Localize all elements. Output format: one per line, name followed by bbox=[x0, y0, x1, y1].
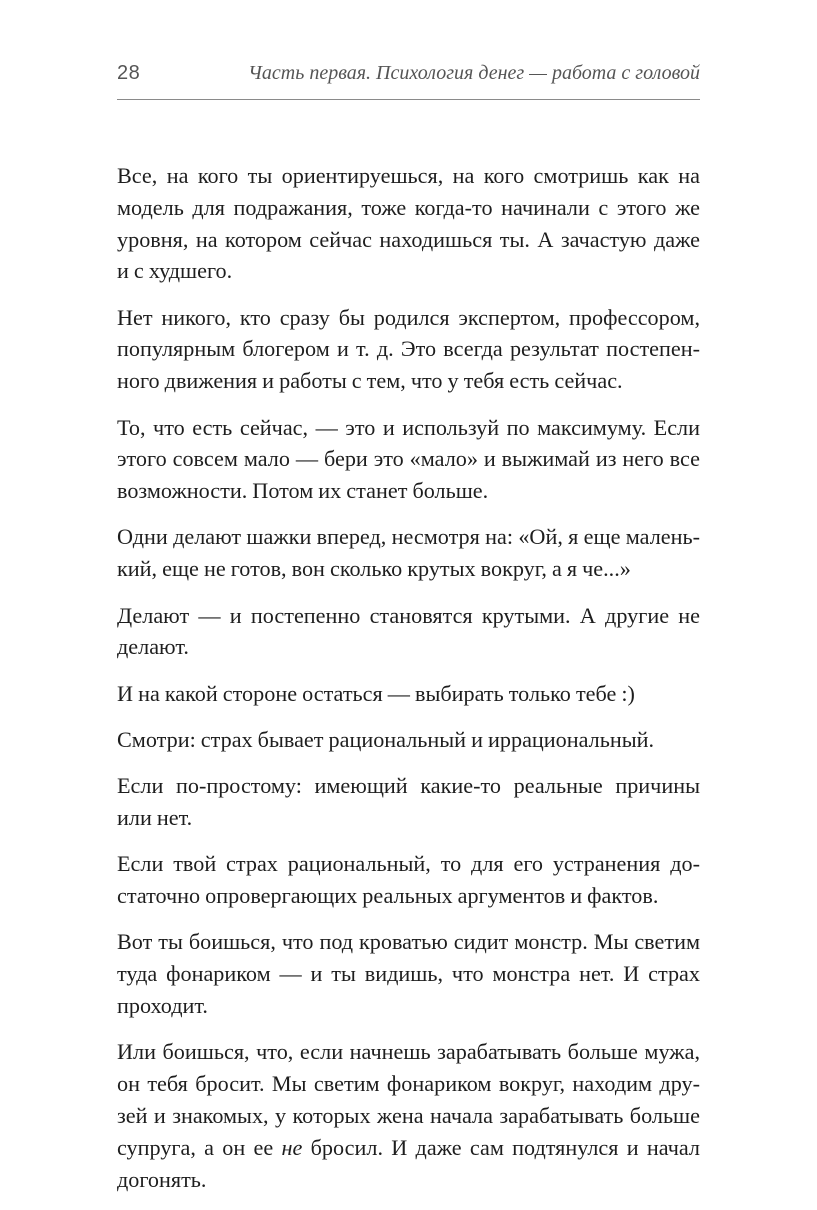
text-line: Смотри: страх бывает рациональный и иррациональный. bbox=[117, 726, 655, 752]
text-line: популярным блогером и т. д. Это всегда результат постепен- bbox=[117, 336, 700, 362]
text-line: Делают — и постепенно становятся крутыми. А другие не bbox=[117, 602, 700, 628]
paragraph bbox=[117, 521, 700, 585]
text-line: Если по-простому: имеющий какие-то реальные причины bbox=[117, 773, 700, 799]
text-line: Если твой страх рациональный, то для его устранения до- bbox=[117, 851, 700, 877]
text-line: проходит. bbox=[117, 993, 208, 1019]
paragraph bbox=[117, 600, 700, 664]
body-text bbox=[117, 160, 700, 1210]
text-line: уровня, на котором сейчас находишься ты. А зачастую даже bbox=[117, 226, 700, 252]
text-line: догонять. bbox=[117, 1166, 207, 1192]
text-line: зей и знакомых, у которых жена начала зарабатывать больше bbox=[117, 1102, 700, 1128]
paragraph bbox=[117, 770, 700, 834]
text-line: Нет никого, кто сразу бы родился экспертом, профессором, bbox=[117, 304, 700, 330]
text-line: Одни делают шажки вперед, несмотря на: «Ой, я еще малень- bbox=[117, 524, 700, 550]
paragraph bbox=[117, 724, 700, 756]
header-divider bbox=[117, 99, 700, 100]
paragraph bbox=[117, 678, 700, 710]
paragraph bbox=[117, 926, 700, 1021]
text-line: делают. bbox=[117, 634, 189, 660]
text-line: он тебя бросит. Мы светим фонариком вокруг, находим дру- bbox=[117, 1071, 700, 1097]
text-line: модель для подражания, тоже когда-то начинали с этого же bbox=[117, 194, 700, 220]
paragraph bbox=[117, 302, 700, 397]
paragraph bbox=[117, 160, 700, 287]
text-line: То, что есть сейчас, — это и используй по максимуму. Если bbox=[117, 414, 700, 440]
running-head bbox=[117, 62, 700, 92]
text-line: Вот ты боишься, что под кроватью сидит монстр. Мы светим bbox=[117, 929, 700, 955]
paragraph bbox=[117, 412, 700, 507]
text-line: туда фонариком — и ты видишь, что монстра нет. И страх bbox=[117, 961, 700, 987]
text-line: этого совсем мало — бери это «мало» и выжимай из него все bbox=[117, 446, 700, 472]
text-line: и с худшего. bbox=[117, 258, 233, 284]
chapter-title: Часть первая. Психология денег — работа с головой bbox=[248, 62, 700, 84]
text-line: или нет. bbox=[117, 805, 193, 831]
text-line: возможности. Потом их станет больше. bbox=[117, 478, 489, 504]
text-line: статочно опровергающих реальных аргументов и фактов. bbox=[117, 883, 659, 909]
text-line: Или боишься, что, если начнешь зарабатывать больше мужа, bbox=[117, 1039, 700, 1065]
text-line: И на какой стороне остаться — выбирать только тебе :) bbox=[117, 680, 635, 706]
paragraph bbox=[117, 1036, 700, 1195]
emphasis-text: не bbox=[281, 1134, 303, 1160]
text-line: ного движения и работы с тем, что у тебя есть сейчас. bbox=[117, 368, 623, 394]
text-line: кий, еще не готов, вон сколько крутых вокруг, а я че...» bbox=[117, 556, 631, 582]
text-fragment: бросил. И даже сам подтянулся и начал bbox=[302, 1134, 700, 1160]
text-line-with-emphasis bbox=[117, 1132, 700, 1164]
text-fragment: супруга, а он ее bbox=[117, 1134, 282, 1160]
paragraph bbox=[117, 848, 700, 912]
page-number: 28 bbox=[117, 62, 141, 84]
text-line: Все, на кого ты ориентируешься, на кого смотришь как на bbox=[117, 163, 700, 188]
